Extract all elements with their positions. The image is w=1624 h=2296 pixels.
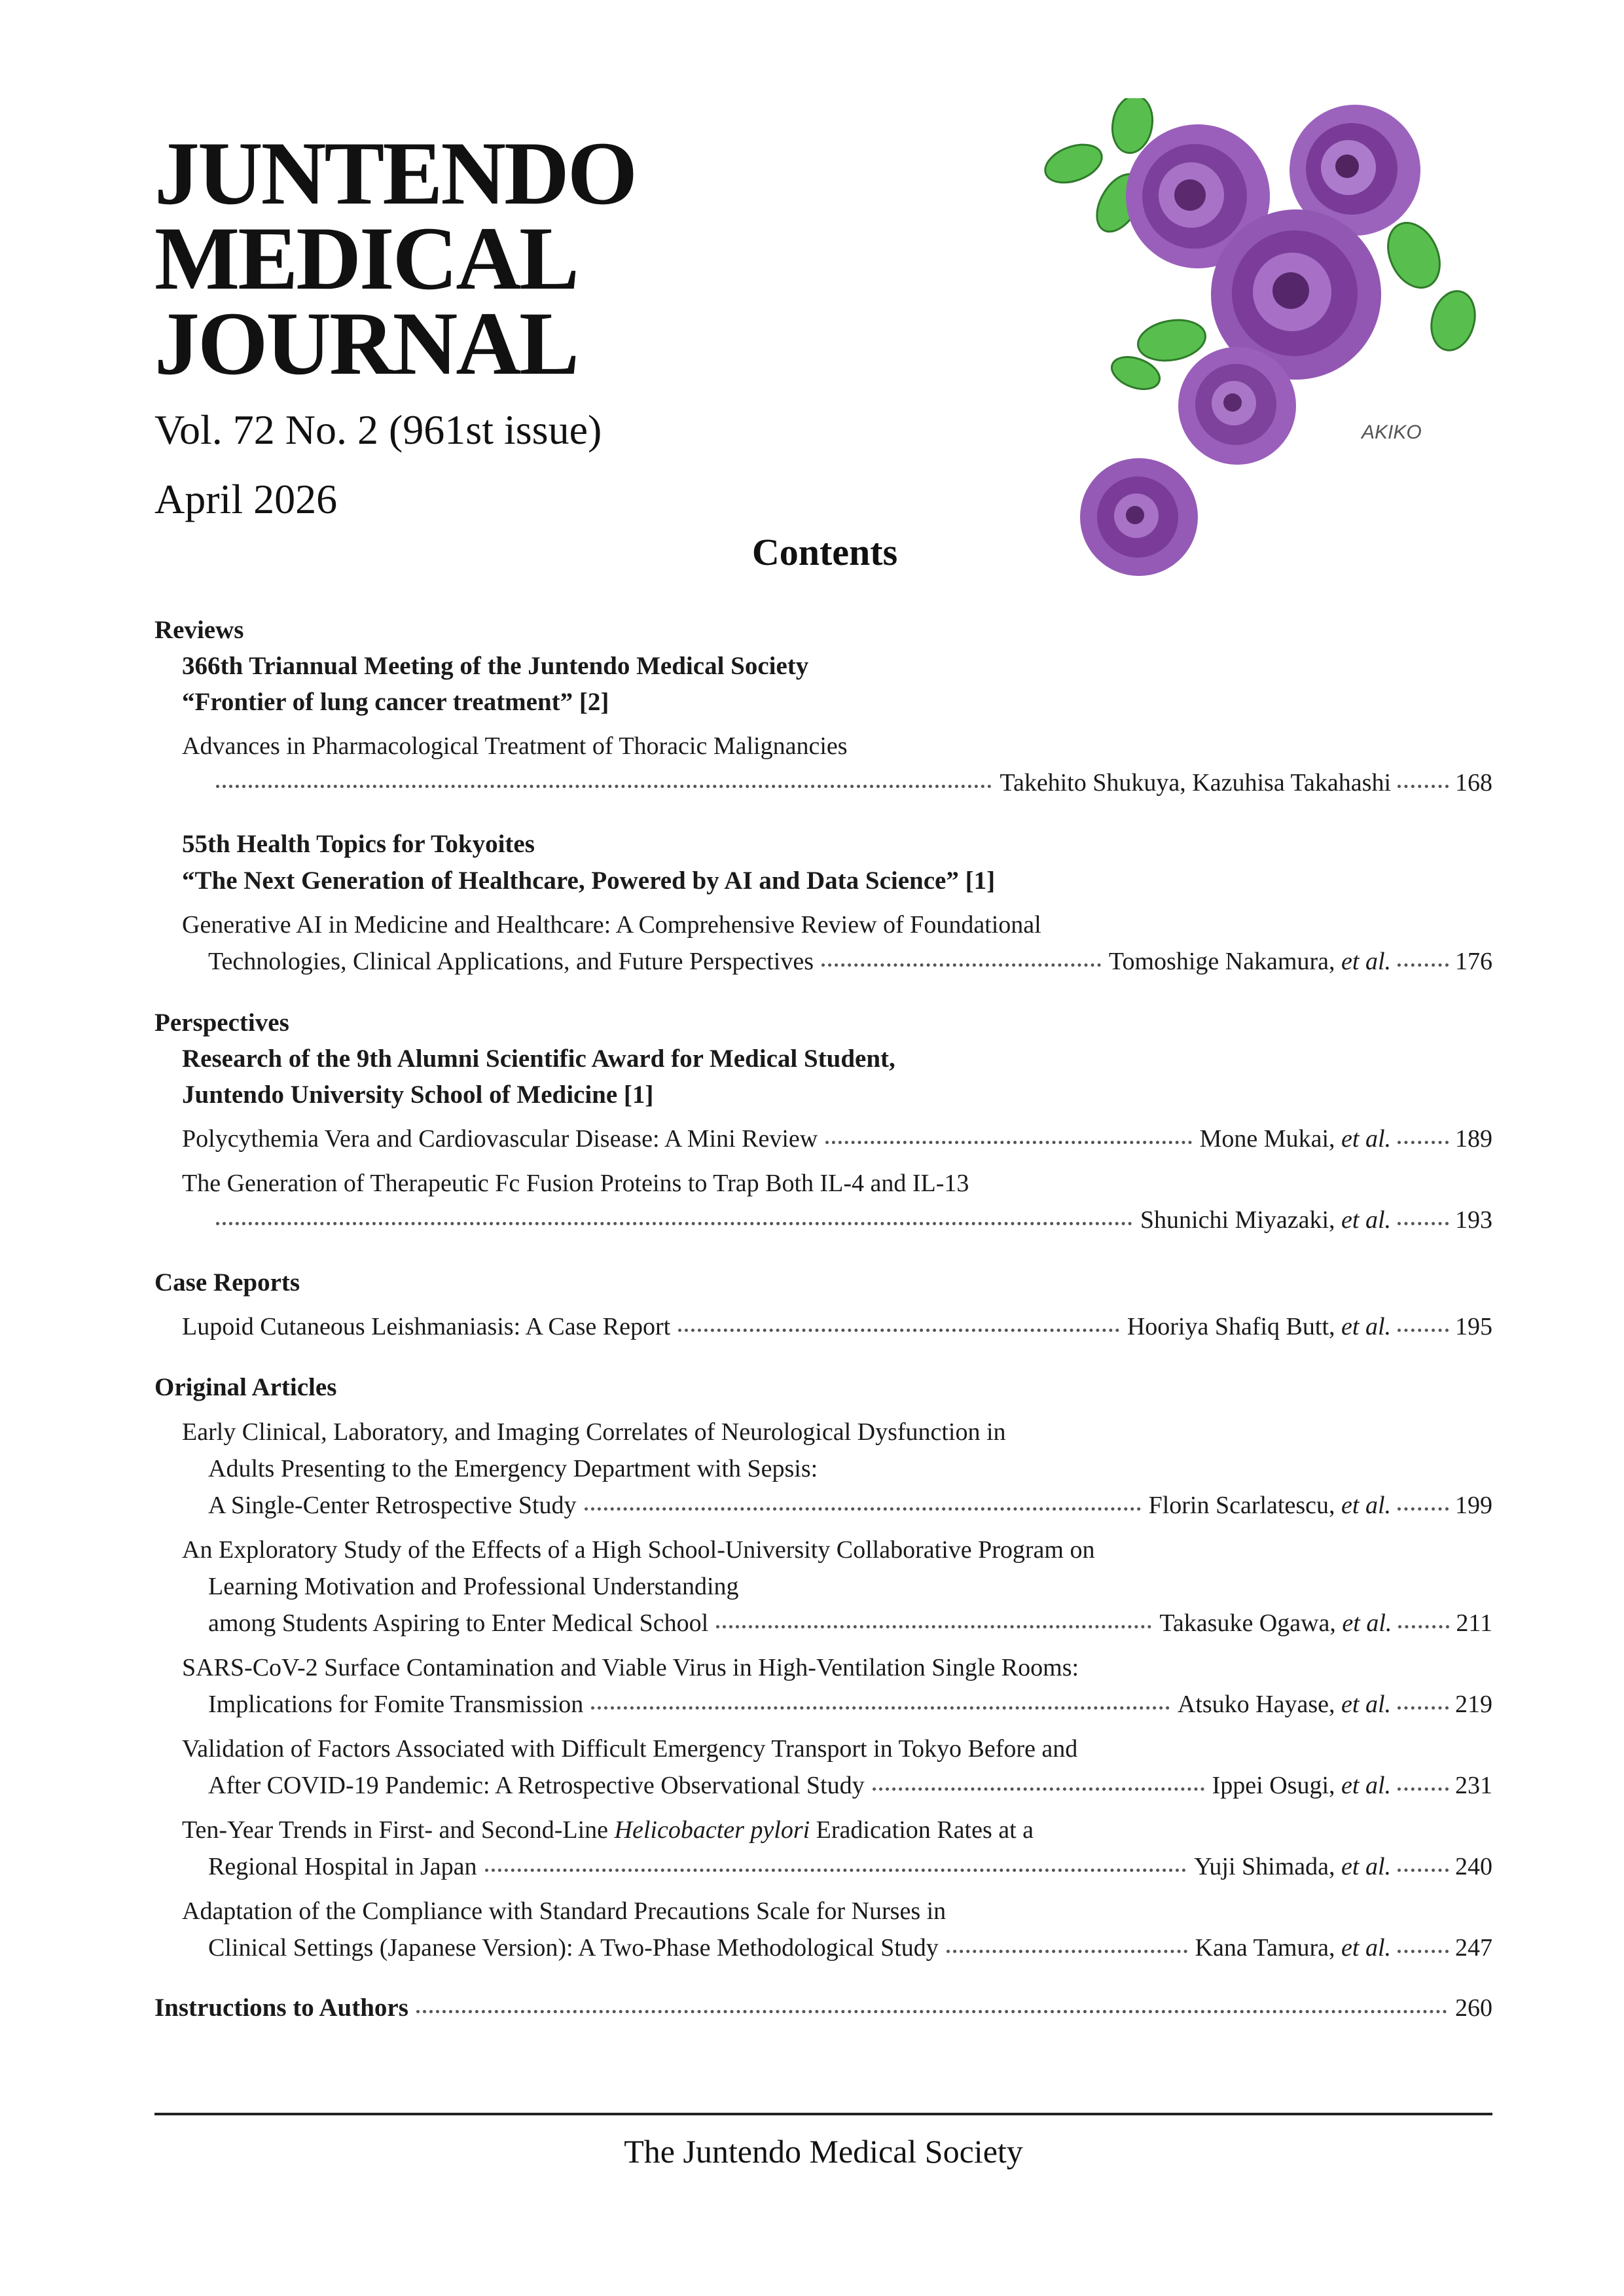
article-authors: Kana Tamura, et al.	[1195, 1934, 1391, 1962]
article-title[interactable]: Generative AI in Medicine and Healthcare: A Comprehensive Review of Foundational	[182, 911, 1041, 939]
leader-dots	[1398, 1507, 1449, 1511]
article-title-cont: Implications for Fomite Transmission	[208, 1691, 584, 1718]
page-number: 240	[1455, 1853, 1492, 1880]
page-number: 247	[1455, 1934, 1492, 1962]
toc-entry[interactable]	[208, 764, 1492, 801]
article-title[interactable]: Early Clinical, Laboratory, and Imaging Correlates of Neurological Dysfunction in	[182, 1418, 1006, 1446]
leader-dots	[1398, 1141, 1449, 1144]
article-title[interactable]: Advances in Pharmacological Treatment of Thoracic Malignancies	[182, 732, 848, 760]
page-number: 231	[1455, 1772, 1492, 1799]
article-title-cont: Adults Presenting to the Emergency Department with Sepsis:	[208, 1455, 818, 1482]
article-title-cont: Clinical Settings (Japanese Version): A Two-Phase Methodological Study	[208, 1934, 939, 1962]
volume-line: Vol. 72 No. 2 (961st issue)	[154, 406, 602, 453]
page-number: 193	[1455, 1206, 1492, 1234]
leader-dots	[585, 1507, 1141, 1511]
article-authors: Takehito Shukuya, Kazuhisa Takahashi	[1000, 769, 1391, 797]
article-authors: Florin Scarlatescu, et al.	[1148, 1492, 1391, 1519]
article-title-cont: A Single-Center Retrospective Study	[208, 1492, 577, 1519]
article-authors: Ippei Osugi, et al.	[1212, 1772, 1391, 1799]
series-subtitle: Juntendo University School of Medicine [1]	[182, 1081, 654, 1109]
section-perspectives: Perspectives	[154, 1009, 289, 1037]
series-title: 366th Triannual Meeting of the Juntendo Medical Society	[182, 652, 809, 680]
species-name: Helicobacter pylori	[614, 1816, 810, 1844]
page-number: 211	[1456, 1609, 1492, 1637]
article-authors: Shunichi Miyazaki, et al.	[1140, 1206, 1391, 1234]
leader-dots	[1398, 1222, 1449, 1225]
article-authors: Mone Mukai, et al.	[1199, 1125, 1391, 1153]
leader-dots	[873, 1787, 1204, 1791]
leader-dots	[821, 963, 1101, 967]
article-title[interactable]: An Exploratory Study of the Effects of a High School-University Collaborative Program on	[182, 1536, 1095, 1564]
footer-rule	[154, 2113, 1492, 2115]
leader-dots	[716, 1625, 1151, 1628]
leader-dots	[678, 1329, 1119, 1332]
publisher: The Juntendo Medical Society	[624, 2133, 1023, 2170]
leader-dots	[1398, 1869, 1449, 1872]
leader-dots	[1398, 1950, 1449, 1953]
rose-bottom-left	[1080, 458, 1198, 576]
journal-title-line-2: MEDICAL	[154, 208, 578, 308]
article-authors: Hooriya Shafiq Butt, et al.	[1127, 1313, 1391, 1340]
artist-signature: AKIKO	[1362, 422, 1422, 443]
article-authors: Yuji Shimada, et al.	[1194, 1853, 1391, 1880]
page-number: 219	[1455, 1691, 1492, 1718]
article-title-cont: After COVID-19 Pandemic: A Retrospective Observational Study	[208, 1772, 865, 1799]
leader-dots	[1398, 1625, 1449, 1628]
section-original-articles: Original Articles	[154, 1373, 337, 1401]
journal-title-line-1: JUNTENDO	[154, 123, 636, 223]
leader-dots	[1398, 1706, 1449, 1710]
page-number: 168	[1455, 769, 1492, 797]
page-number: 260	[1455, 1994, 1492, 2022]
toc-entry[interactable]	[208, 1605, 1492, 1641]
leader-dots	[591, 1706, 1170, 1710]
issue-date: April 2026	[154, 476, 338, 522]
toc-entry[interactable]	[182, 1121, 1492, 1157]
toc-entry[interactable]	[208, 1686, 1492, 1723]
article-title-cont: Learning Motivation and Professional Understanding	[208, 1573, 739, 1600]
masthead	[154, 123, 636, 525]
article-authors: Takasuke Ogawa, et al.	[1159, 1609, 1392, 1637]
article-title: Lupoid Cutaneous Leishmaniasis: A Case Report	[182, 1313, 671, 1340]
leader-dots	[1398, 963, 1449, 967]
leader-dots	[485, 1869, 1187, 1872]
toc-entry[interactable]	[208, 1487, 1492, 1524]
page-number: 176	[1455, 948, 1492, 975]
leader-dots	[1398, 785, 1449, 788]
rose-illustration	[1021, 98, 1512, 596]
toc-entry[interactable]	[208, 1929, 1492, 1966]
series-subtitle: “The Next Generation of Healthcare, Powered by AI and Data Science” [1]	[182, 867, 996, 895]
toc-entry[interactable]	[182, 1308, 1492, 1345]
leader-dots	[947, 1950, 1187, 1953]
article-title-cont: Technologies, Clinical Applications, and Future Perspectives	[208, 948, 814, 975]
toc-entry[interactable]	[208, 1848, 1492, 1885]
journal-title-line-3: JOURNAL	[154, 293, 578, 393]
page-number: 189	[1455, 1125, 1492, 1153]
toc-entry-instructions[interactable]	[154, 1990, 1492, 2026]
article-title-cont: among Students Aspiring to Enter Medical School	[208, 1609, 709, 1637]
article-title[interactable]: Validation of Factors Associated with Difficult Emergency Transport in Tokyo Before and	[182, 1735, 1078, 1763]
leader-dots	[825, 1141, 1191, 1144]
leader-dots	[1398, 1329, 1449, 1332]
article-title-cont: Regional Hospital in Japan	[208, 1853, 477, 1880]
page-number: 199	[1455, 1492, 1492, 1519]
article-title: Polycythemia Vera and Cardiovascular Disease: A Mini Review	[182, 1125, 818, 1153]
instructions-label: Instructions to Authors	[154, 1994, 408, 2022]
leader-dots	[216, 1222, 1132, 1225]
article-title[interactable]: Ten-Year Trends in First- and Second-Line Helicobacter pylori Eradication Rates at a	[182, 1816, 1034, 1844]
page-number: 195	[1455, 1313, 1492, 1340]
toc-entry[interactable]	[208, 943, 1492, 980]
leader-dots	[416, 2010, 1447, 2013]
article-title[interactable]: Adaptation of the Compliance with Standard Precautions Scale for Nurses in	[182, 1897, 947, 1925]
leader-dots	[1398, 1787, 1449, 1791]
toc-entry[interactable]	[208, 1202, 1492, 1238]
contents-heading: Contents	[751, 531, 898, 573]
rose-middle-left	[1178, 347, 1296, 465]
toc-entry[interactable]	[208, 1767, 1492, 1804]
article-title[interactable]: SARS-CoV-2 Surface Contamination and Viable Virus in High-Ventilation Single Rooms:	[182, 1654, 1079, 1681]
section-case-reports: Case Reports	[154, 1268, 300, 1297]
series-title: 55th Health Topics for Tokyoites	[182, 830, 535, 858]
article-title[interactable]: The Generation of Therapeutic Fc Fusion Proteins to Trap Both IL-4 and IL-13	[182, 1170, 969, 1197]
article-authors: Atsuko Hayase, et al.	[1177, 1691, 1391, 1718]
article-authors: Tomoshige Nakamura, et al.	[1108, 948, 1391, 975]
series-subtitle: “Frontier of lung cancer treatment” [2]	[182, 688, 609, 716]
series-title: Research of the 9th Alumni Scientific Award for Medical Student,	[182, 1045, 895, 1073]
section-reviews: Reviews	[154, 616, 244, 644]
leader-dots	[216, 785, 992, 788]
